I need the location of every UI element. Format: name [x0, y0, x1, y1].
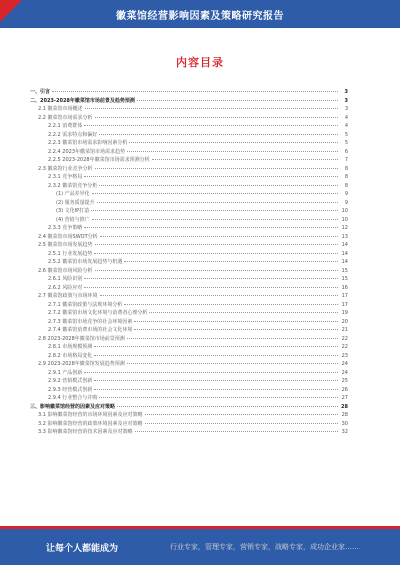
toc-entry[interactable] — [30, 377, 348, 386]
toc-entry[interactable] — [30, 250, 348, 259]
toc-entry-label: 2.5.2 徽菜馆市场发展趋势与机遇 — [48, 259, 123, 265]
toc-entry-label: 2.5.1 行业发展趋势 — [48, 250, 93, 257]
toc-entry-page: 16 — [341, 284, 348, 291]
toc-dot-leader — [94, 253, 338, 254]
toc-entry-page: 10 — [341, 216, 348, 223]
toc-dot-leader — [94, 389, 338, 390]
toc-entry-label: 2.9 2023-2028年徽菜馆发展趋势预测 — [38, 361, 125, 367]
toc-entry-label: 2.2.4 2023年徽菜馆市场需求趋势 — [48, 148, 126, 155]
toc-entry[interactable] — [30, 258, 348, 267]
toc-entry[interactable] — [30, 131, 348, 140]
toc-entry[interactable] — [30, 190, 348, 199]
toc-entry[interactable] — [30, 122, 348, 131]
toc-entry-label: 2.6.1 风险识别 — [48, 276, 83, 282]
toc-entry-label: 2.9.4 行业整合与并购 — [48, 395, 98, 401]
toc-entry[interactable] — [30, 301, 348, 310]
toc-dot-leader — [94, 346, 338, 347]
toc-entry[interactable] — [30, 386, 348, 395]
toc-dot-leader — [134, 329, 338, 330]
toc-entry-label: 2.7.2 徽菜馆市场文化环境与消费者心理分析 — [48, 310, 148, 316]
toc-entry-page: 13 — [341, 233, 348, 240]
toc-entry[interactable] — [30, 284, 348, 293]
toc-entry-page: 22 — [341, 344, 348, 350]
toc-entry-label: 三、影响徽菜馆经营的因素及应对策略 — [30, 403, 116, 410]
toc-entry-label: 2.3.2 徽菜馆竞争分析 — [48, 182, 98, 189]
toc-entry-page: 26 — [341, 386, 348, 393]
toc-entry-page: 28 — [341, 403, 348, 410]
toc-entry[interactable] — [30, 114, 348, 123]
toc-dot-leader — [127, 363, 338, 364]
toc-entry[interactable] — [30, 335, 348, 344]
footer-red-stripe — [0, 526, 400, 529]
toc-entry-page: 23 — [341, 352, 348, 359]
toc-dot-leader — [95, 168, 338, 169]
toc-dot-leader — [135, 431, 338, 432]
toc-entry-page: 9 — [344, 191, 348, 197]
toc-entry-label: (2) 服务质量提升 — [56, 199, 95, 206]
toc-entry-page: 14 — [341, 250, 348, 257]
toc-entry-page: 3 — [344, 89, 348, 95]
toc-entry-page: 28 — [341, 412, 348, 418]
toc-dot-leader — [95, 117, 338, 118]
toc-entry-label: 二、2023-2028年徽菜馆市场前景及趋势预测 — [30, 97, 135, 104]
toc-entry-label: 2.3 徽菜馆行业竞争分析 — [38, 165, 93, 172]
toc-entry[interactable] — [30, 182, 348, 191]
toc-entry-label: 2.3.3 竞争策略 — [48, 225, 83, 231]
toc-dot-leader — [92, 219, 338, 220]
toc-entry-page: 21 — [341, 327, 348, 333]
toc-entry-page: 27 — [341, 395, 348, 401]
toc-entry[interactable] — [30, 199, 348, 208]
toc-entry[interactable] — [30, 148, 348, 157]
toc-entry-page: 10 — [341, 208, 348, 214]
toc-entry-label: 2.8.2 市场格局变化 — [48, 352, 93, 359]
toc-entry-page: 32 — [341, 429, 348, 435]
toc-dot-leader — [92, 193, 338, 194]
toc-entry-page: 24 — [341, 361, 348, 367]
toc-dot-leader — [84, 372, 338, 373]
toc-entry[interactable] — [30, 292, 348, 301]
toc-entry-page: 8 — [344, 182, 348, 189]
toc-dot-leader — [85, 108, 338, 109]
toc-dot-leader — [124, 304, 338, 305]
toc-dot-leader — [100, 236, 338, 237]
toc-entry-page: 15 — [341, 267, 348, 274]
toc-entry[interactable] — [30, 139, 348, 148]
toc-entry-label: 2.3.1 竞争格局 — [48, 174, 83, 180]
toc-entry-page: 3 — [344, 97, 348, 104]
toc-entry[interactable] — [30, 207, 348, 216]
toc-entry[interactable] — [30, 326, 348, 335]
toc-dot-leader — [84, 278, 338, 279]
toc-dot-leader — [152, 159, 338, 160]
toc-entry-label: 2.2.5 2023-2028年徽菜馆市场需求预测分析 — [48, 157, 150, 163]
toc-dot-leader — [84, 176, 338, 177]
toc-entry-label: 2.8.1 市场规模预测 — [48, 344, 93, 350]
toc-dot-leader — [129, 142, 338, 143]
toc-entry[interactable] — [30, 369, 348, 378]
toc-dot-leader — [91, 210, 338, 211]
toc-entry-label: 2.9.2 营销模式创新 — [48, 378, 93, 384]
toc-dot-leader — [52, 91, 338, 92]
toc-entry[interactable] — [30, 173, 348, 182]
toc-heading: 内容目录 — [176, 56, 224, 69]
toc-entry-label: 2.9.3 经营模式创新 — [48, 386, 93, 393]
page-footer — [0, 526, 400, 565]
toc-entry-page: 8 — [344, 174, 348, 180]
toc-entry[interactable] — [30, 267, 348, 276]
toc-dot-leader — [149, 312, 338, 313]
toc-entry[interactable] — [30, 105, 348, 114]
toc-dot-leader — [100, 295, 338, 296]
toc-entry[interactable] — [30, 420, 348, 429]
table-of-contents — [30, 88, 348, 437]
toc-entry-page: 4 — [344, 114, 348, 121]
toc-dot-leader — [127, 338, 338, 339]
toc-entry-page: 17 — [341, 293, 348, 299]
toc-dot-leader — [134, 321, 338, 322]
toc-entry-label: 2.2.1 消费群体 — [48, 123, 83, 129]
toc-dot-leader — [95, 244, 338, 245]
toc-entry[interactable] — [30, 411, 348, 420]
toc-entry[interactable] — [30, 275, 348, 284]
toc-entry-label: 2.7.1 徽菜馆政策与法规环境分析 — [48, 301, 123, 308]
toc-entry-label: 2.4 徽菜馆市场SWOT分析 — [38, 233, 98, 240]
toc-entry-page: 19 — [341, 310, 348, 316]
toc-entry[interactable] — [30, 165, 348, 174]
toc-dot-leader — [145, 414, 338, 415]
toc-entry-label: 2.9.1 产品创新 — [48, 369, 83, 376]
toc-entry[interactable] — [30, 233, 348, 242]
toc-entry-label: 2.6.2 风险应对 — [48, 284, 83, 291]
toc-entry-page: 8 — [344, 165, 348, 172]
toc-entry-page: 17 — [341, 301, 348, 308]
toc-entry-page: 25 — [341, 378, 348, 384]
toc-entry-label: (1) 产品差异化 — [56, 191, 90, 197]
toc-entry-label: 2.5 徽菜馆市场发展趋势 — [38, 242, 93, 248]
toc-entry-label: 3.3 影响徽菜馆经营的技术因素及应对策略 — [38, 429, 133, 435]
toc-entry[interactable] — [30, 403, 348, 412]
toc-dot-leader — [137, 100, 338, 101]
page-header — [0, 0, 400, 28]
toc-entry-page: 14 — [341, 242, 348, 248]
toc-dot-leader — [99, 185, 338, 186]
toc-entry[interactable] — [30, 97, 348, 106]
toc-entry[interactable] — [30, 309, 348, 318]
toc-entry-page: 30 — [341, 420, 348, 427]
toc-entry-label: 2.2.2 需求特点和偏好 — [48, 131, 98, 138]
toc-entry-page: 4 — [344, 123, 348, 129]
toc-entry-label: 2.2.3 徽菜馆市场需求影响因素分析 — [48, 140, 128, 146]
toc-dot-leader — [84, 227, 338, 228]
toc-entry-page: 9 — [344, 199, 348, 206]
toc-entry[interactable] — [30, 241, 348, 250]
toc-entry-label: 2.7 徽菜馆政策与市场环境 — [38, 293, 98, 299]
toc-entry-label: 2.2 徽菜馆市场需求分析 — [38, 114, 93, 121]
toc-dot-leader — [97, 202, 338, 203]
toc-entry-page: 15 — [341, 276, 348, 282]
toc-entry-label: 2.6 徽菜馆市场风险分析 — [38, 267, 93, 274]
toc-entry-page: 3 — [344, 106, 348, 112]
toc-entry[interactable] — [30, 394, 348, 403]
toc-entry-page: 20 — [341, 318, 348, 325]
toc-entry-page: 5 — [344, 131, 348, 138]
toc-entry-page: 5 — [344, 140, 348, 146]
toc-entry[interactable] — [30, 216, 348, 225]
toc-entry[interactable] — [30, 352, 348, 361]
footer-tagline: 行业专家，管理专家，营销专家，战略专家，成功企业家…… — [170, 543, 359, 551]
toc-dot-leader — [94, 380, 338, 381]
toc-entry-page: 12 — [341, 225, 348, 231]
toc-entry-page: 14 — [341, 259, 348, 265]
toc-dot-leader — [145, 423, 338, 424]
toc-entry-label: 2.1 徽菜馆市场概述 — [38, 106, 83, 112]
toc-entry-page: 7 — [344, 157, 348, 163]
toc-dot-leader — [127, 151, 338, 152]
footer-slogan: 让每个人都能成为 — [46, 544, 119, 554]
toc-entry[interactable] — [30, 318, 348, 327]
toc-entry[interactable] — [30, 360, 348, 369]
toc-dot-leader — [84, 125, 338, 126]
toc-entry-label: 3.2 影响徽菜馆经营的政策环境因素及应对策略 — [38, 420, 143, 427]
toc-dot-leader — [124, 261, 338, 262]
toc-entry-page: 6 — [344, 148, 348, 155]
toc-entry[interactable] — [30, 343, 348, 352]
report-title: 徽菜馆经营影响因素及策略研究报告 — [116, 11, 284, 22]
toc-entry-label: 2.7.4 徽菜馆消费市场的社会文化环境 — [48, 327, 133, 333]
toc-entry[interactable] — [30, 88, 348, 97]
toc-dot-leader — [95, 270, 338, 271]
toc-entry-label: (4) 营销与推广 — [56, 216, 90, 223]
toc-dot-leader — [99, 134, 338, 135]
toc-entry-label: 2.7.3 徽菜馆市场竞争的社会环境因素 — [48, 318, 133, 325]
toc-entry[interactable] — [30, 224, 348, 233]
toc-entry-label: 3.1 影响徽菜馆经营的市场环境因素及应对策略 — [38, 412, 143, 418]
toc-dot-leader — [99, 397, 338, 398]
toc-dot-leader — [84, 287, 338, 288]
toc-entry[interactable] — [30, 428, 348, 437]
toc-entry[interactable] — [30, 156, 348, 165]
toc-entry-label: 一、引言 — [30, 89, 51, 95]
toc-entry-page: 24 — [341, 369, 348, 376]
toc-entry-label: (3) 文化IP打造 — [56, 208, 90, 214]
toc-dot-leader — [117, 406, 338, 407]
toc-entry-label: 2.8 2023-2028年徽菜馆市场前景预测 — [38, 335, 125, 342]
toc-dot-leader — [94, 355, 338, 356]
toc-entry-page: 22 — [341, 335, 348, 342]
